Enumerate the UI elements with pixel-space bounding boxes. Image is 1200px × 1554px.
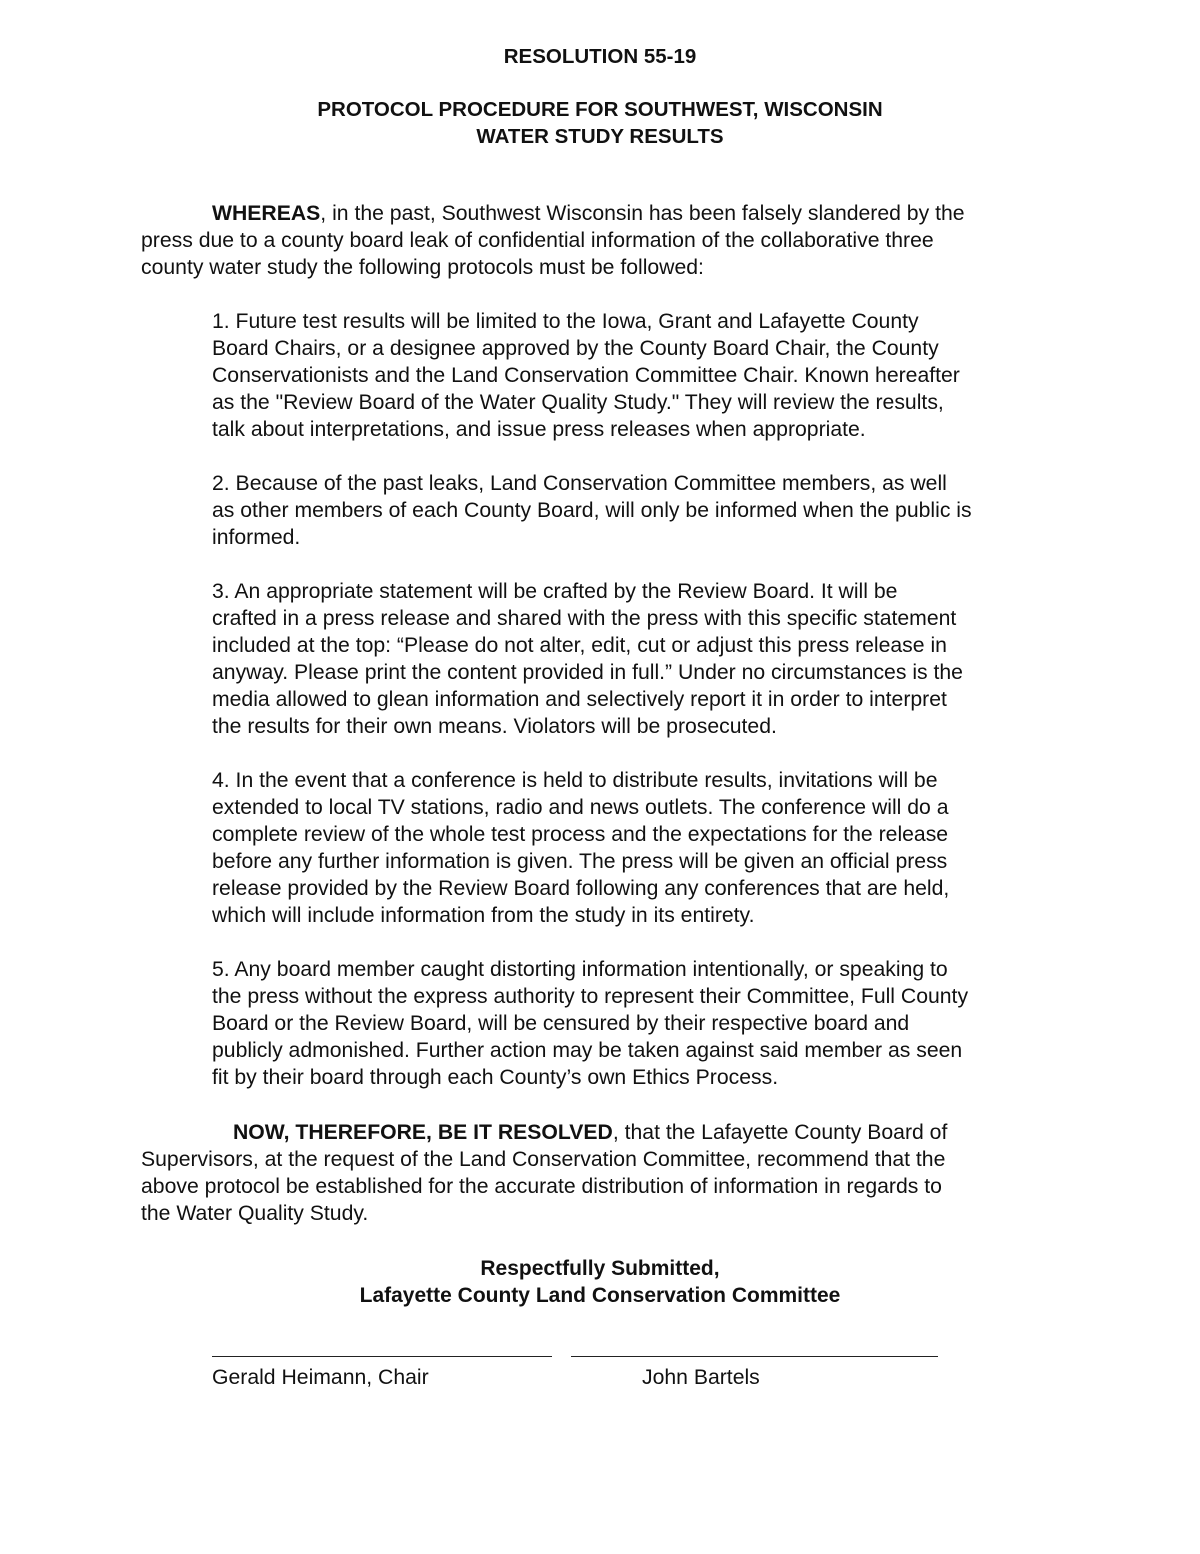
protocol-item-line: informed. (212, 526, 301, 549)
protocol-item-line: fit by their board through each County’s own Ethics Process. (212, 1066, 779, 1089)
whereas-lead: WHEREAS (212, 202, 321, 225)
document-title-line-2: WATER STUDY RESULTS (476, 125, 724, 148)
protocol-item-line: release provided by the Review Board following any conferences that are held, (212, 877, 950, 900)
protocol-item-line: Board or the Review Board, will be censured by their respective board and (212, 1012, 910, 1035)
protocol-item-3 (212, 578, 963, 740)
protocol-item-line: 3. An appropriate statement will be crafted by the Review Board. It will be (212, 580, 898, 603)
protocol-item-line: included at the top: “Please do not alter, edit, cut or adjust this press release in (212, 634, 947, 657)
protocol-item-line: before any further information is given. The press will be given an official press (212, 850, 948, 873)
resolved-line: Supervisors, at the request of the Land Conservation Committee, recommend that the (141, 1148, 946, 1171)
resolved-first-line (141, 1119, 947, 1146)
signatory-name-1: Gerald Heimann, Chair (212, 1366, 429, 1389)
protocol-item-line: anyway. Please print the content provided in full.” Under no circumstances is the (212, 661, 963, 684)
whereas-paragraph (141, 200, 965, 281)
whereas-line: press due to a county board leak of confidential information of the collaborative three (141, 229, 934, 252)
protocol-item-line: as other members of each County Board, will only be informed when the public is (212, 499, 972, 522)
resolved-first-line-text: , that the Lafayette County Board of (612, 1121, 948, 1144)
protocol-item-line: 4. In the event that a conference is held to distribute results, invitations will be (212, 769, 938, 792)
resolved-line: above protocol be established for the accurate distribution of information in regards to (141, 1175, 942, 1198)
resolved-paragraph (141, 1119, 947, 1227)
protocol-item-line: crafted in a press release and shared with the press with this specific statement (212, 607, 957, 630)
whereas-first-line-text: , in the past, Southwest Wisconsin has been falsely slandered by the (320, 202, 965, 225)
signature-line-2 (571, 1356, 938, 1357)
protocol-item-line: complete review of the whole test process and the expectations for the release (212, 823, 949, 846)
document-title-line-1: PROTOCOL PROCEDURE FOR SOUTHWEST, WISCONSIN (317, 98, 883, 121)
protocol-item-line: the results for their own means. Violators will be prosecuted. (212, 715, 777, 738)
protocol-item-2 (212, 470, 972, 551)
protocol-item-line: the press without the express authority to represent their Committee, Full County (212, 985, 969, 1008)
protocol-item-4 (212, 767, 949, 929)
protocol-item-5 (212, 956, 968, 1091)
resolved-lead: NOW, THEREFORE, BE IT RESOLVED (233, 1121, 613, 1144)
whereas-first-line (141, 200, 965, 227)
protocol-item-line: as the "Review Board of the Water Quality Study." They will review the results, (212, 391, 944, 414)
signature-line-1 (212, 1356, 552, 1357)
protocol-item-line: which will include information from the study in its entirety. (212, 904, 755, 927)
protocol-item-line: Board Chairs, or a designee approved by the County Board Chair, the County (212, 337, 939, 360)
protocol-item-line: extended to local TV stations, radio and news outlets. The conference will do a (212, 796, 949, 819)
resolved-line: the Water Quality Study. (141, 1202, 369, 1225)
respectfully-submitted: Respectfully Submitted, (480, 1257, 720, 1280)
protocol-item-line: Conservationists and the Land Conservation Committee Chair. Known hereafter (212, 364, 960, 387)
whereas-line: county water study the following protocols must be followed: (141, 256, 704, 279)
resolution-number: RESOLUTION 55-19 (503, 45, 697, 68)
protocol-item-line: 5. Any board member caught distorting information intentionally, or speaking to (212, 958, 948, 981)
protocol-item-line: talk about interpretations, and issue press releases when appropriate. (212, 418, 866, 441)
committee-name: Lafayette County Land Conservation Committee (359, 1284, 841, 1307)
signatory-name-2: John Bartels (642, 1366, 760, 1389)
protocol-item-1 (212, 308, 960, 443)
protocol-item-line: 1. Future test results will be limited to the Iowa, Grant and Lafayette County (212, 310, 919, 333)
protocol-item-line: media allowed to glean information and selectively report it in order to interpret (212, 688, 947, 711)
protocol-item-line: 2. Because of the past leaks, Land Conservation Committee members, as well (212, 472, 947, 495)
protocol-item-line: publicly admonished. Further action may be taken against said member as seen (212, 1039, 963, 1062)
